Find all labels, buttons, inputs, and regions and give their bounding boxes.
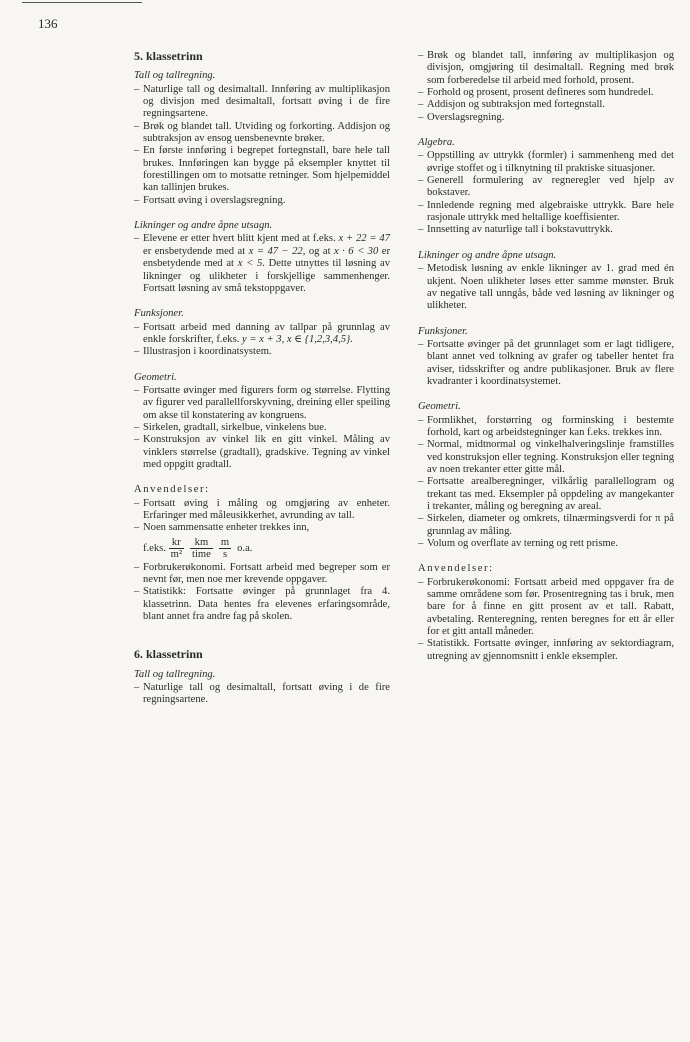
oa-label: o.a. (237, 542, 253, 554)
list-item: – Innsetting av naturlige tall i bokstavuttrykk. (418, 224, 674, 236)
section-list (418, 50, 674, 124)
list-item: – Naturlige tall og desimaltall. Innføring av multiplikasjon og divisjon med desimaltall, fortsatt øving i de fire regningsartene. (134, 84, 390, 121)
section-title: Geometri. (418, 401, 461, 413)
section-tall-og-tallregning (134, 70, 390, 207)
page-number: 136 (38, 16, 58, 31)
section-list (134, 233, 390, 295)
text-run: , og at (302, 245, 331, 257)
equation: x · 6 < 30 (334, 245, 379, 257)
numerator: km (190, 537, 213, 549)
list-item: – Formlikhet, forstørring og forminsking i bestemte forhold, kart og arbeidstegninger kan f.eks. trekkes inn. (418, 415, 674, 440)
feks-label: f.eks. (143, 542, 166, 554)
list-item: – Generell formulering av regneregler ved hjelp av bokstaver. (418, 175, 674, 200)
list-item: – Illustrasjon i koordinatsystem. (134, 346, 390, 358)
section-title: Tall og tallregning. (134, 668, 216, 680)
section-geometri (134, 372, 390, 472)
denominator: time (192, 548, 211, 560)
text-run: er ensbetydende med at (143, 245, 246, 257)
text-run: er ensbetydende med at (143, 245, 390, 270)
section-list (134, 385, 390, 471)
list-item (134, 322, 390, 347)
section-title: Algebra. (418, 137, 455, 149)
section-title: Anvendelser: (134, 484, 210, 496)
section-geometri-6 (418, 401, 674, 550)
right-column (418, 50, 674, 676)
list-item: – Sirkelen, gradtall, sirkelbue, vinkelens bue. (134, 422, 390, 434)
list-item: – Statistikk: Fortsatte øvinger på grunnlaget fra 4. klassetrinn. Data hentes fra elevenes erfaringsområde, blant annet fra andre fag på skolen. (134, 586, 390, 623)
list-item (134, 522, 390, 561)
section-anvendelser-6 (418, 563, 674, 663)
list-item: – Oppstilling av uttrykk (formler) i sammenheng med det øvrige stoffet og i tilknytning til praktiske situasjoner. (418, 150, 674, 175)
section-algebra (418, 137, 674, 237)
list-item: – Addisjon og subtraksjon med fortegnstall. (418, 99, 674, 111)
section-title: Tall og tallregning. (134, 70, 216, 82)
list-item: – Volum og overflate av terning og rett prisme. (418, 538, 674, 550)
section-list (134, 498, 390, 624)
text-run: Fortsatt arbeid med danning av tallpar på grunnlag av enkle forskrifter, f.eks. (143, 321, 390, 345)
section-list (134, 322, 390, 359)
section-list (418, 339, 674, 388)
section-list (418, 263, 674, 312)
section-list (134, 682, 390, 707)
section-list (418, 577, 674, 663)
heading-grade-6: 6. klassetrinn (134, 647, 203, 662)
list-item: – Fortsatte øvinger på det grunnlaget som er lagt tidligere, blant annet ved tolkning av grafer og tabeller hentet fra aviser, tidsskrifter og andre publikasjoner. Bruk av flere kvadranter i koordinatsystemet. (418, 339, 674, 388)
equation: x + 22 = 47 (338, 233, 391, 245)
list-item: – Metodisk løsning av enkle likninger av 1. grad med én ukjent. Noen ulikheter løses etter samme mønster. Bruk av negative tall unngås, både ved løsning av likninger og ulikheter. (418, 263, 674, 312)
text-run: . Dette utnyttes til løsning av likninger og ulikheter i forskjellige sammenhenger. Fortsatt løsning av små tekstoppgaver. (143, 258, 390, 294)
section-likninger-6 (418, 250, 674, 313)
list-item: – Forbrukerøkonomi. Fortsatt arbeid med begreper som er nevnt før, men noe mer krevende oppgaver. (134, 562, 390, 587)
section-funksjoner-6 (418, 326, 674, 389)
list-item: – Overslagsregning. (418, 112, 674, 124)
heading-grade-5: 5. klassetrinn (134, 49, 203, 63)
section-title: Likninger og andre åpne utsagn. (418, 249, 557, 261)
section-tall-og-tallregning-6 (134, 669, 390, 707)
section-likninger (134, 220, 390, 295)
numerator: m (220, 536, 230, 548)
list-item: – Brøk og blandet tall, innføring av multiplikasjon og divisjon, omgjøring til desimaltall. Regning med brøk som forberedelse til arbeid med forhold, prosent. (418, 50, 674, 87)
list-item: – Brøk og blandet tall. Utviding og forkorting. Addisjon og subtraksjon av ensog uensbenevnte brøker. (134, 121, 390, 146)
numerator: kr (169, 537, 184, 549)
text-run: Elevene er etter hvert blitt kjent med at f.eks. (143, 233, 336, 245)
section-title: Funksjoner. (418, 325, 468, 337)
equation: x < 5 (237, 258, 263, 270)
formula: y = x + 3, x ∈ {1,2,3,4,5}. (242, 333, 353, 345)
list-item: – Forbrukerøkonomi: Fortsatt arbeid med oppgaver fra de samme områdene som før. Prosentregning tas i bruk, men bare for å finne en gitt prosent av et tall. Rabatt, avbetaling. Renteregning, renten beregnes for ett år eller for et gitt antall måneder. (418, 577, 674, 639)
list-item: – En første innføring i begrepet fortegnstall, bare hele tall brukes. Innføringen kan bygge på eksempler knyttet til forestillingen om to motsatte retninger. Som hjelpemiddel kan tallinjen brukes. (134, 145, 390, 194)
top-rule (22, 2, 142, 3)
section-title: Funksjoner. (134, 308, 184, 320)
list-item: – Naturlige tall og desimaltall, fortsatt øving i de fire regningsartene. (134, 682, 390, 707)
list-item: – Normal, midtnormal og vinkelhalveringslinje framstilles ved konstruksjon eller tegning. Konstruksjon eller tegning av noen trekanter etter gitte mål. (418, 439, 674, 476)
list-item: – Sirkelen, diameter og omkrets, tilnærmingsverdi for π på grunnlag av måling. (418, 513, 674, 538)
list-item: – Statistikk. Fortsatte øvinger, innføring av sektordiagram, utregning av gjennomsnitt i enkle eksempler. (418, 638, 674, 663)
section-list (418, 415, 674, 551)
list-item: – Fortsatte arealberegninger, vilkårlig parallellogram og trekant tas med. Eksempler på oppdeling av mangekanter i trekanter, måling og beregning av areal. (418, 476, 674, 513)
section-anvendelser (134, 484, 390, 623)
left-column (134, 50, 390, 720)
list-item: – Fortsatte øvinger med figurers form og størrelse. Flytting av figurer ved parallellforskyvning, dreining eller speiling om akse til konstatering av kongruens. (134, 385, 390, 422)
fraction (190, 537, 213, 560)
list-item: – Fortsatt øving i overslagsregning. (134, 195, 390, 207)
text-run: Noen sammensatte enheter trekkes inn, (143, 522, 310, 534)
denominator: s (222, 548, 228, 560)
denominator: m² (170, 548, 183, 560)
section-list (134, 84, 390, 207)
list-item: – Innledende regning med algebraiske uttrykk. Bare hele rasjonale uttrykk med heltallige koeffisienter. (418, 200, 674, 225)
fraction (219, 537, 231, 560)
section-title: Likninger og andre åpne utsagn. (134, 220, 273, 232)
list-item: – Fortsatt øving i måling og omgjøring av enheter. Erfaringer med måleusikkerhet, avrunding av tall. (134, 498, 390, 523)
list-item (134, 233, 390, 295)
section-list (418, 150, 674, 236)
section-title: Geometri. (134, 371, 177, 383)
section-brok-continued (418, 50, 674, 124)
section-title: Anvendelser: (418, 563, 494, 575)
equation: x = 47 − 22 (248, 245, 303, 257)
fraction (169, 537, 184, 560)
section-funksjoner (134, 308, 390, 358)
list-item: – Forhold og prosent, prosent defineres som hundredel. (418, 87, 674, 99)
list-item: – Konstruksjon av vinkel lik en gitt vinkel. Måling av vinklers størrelse (gradtall), gradskive. Tegning av vinkel med oppgitt gradtall. (134, 434, 390, 471)
